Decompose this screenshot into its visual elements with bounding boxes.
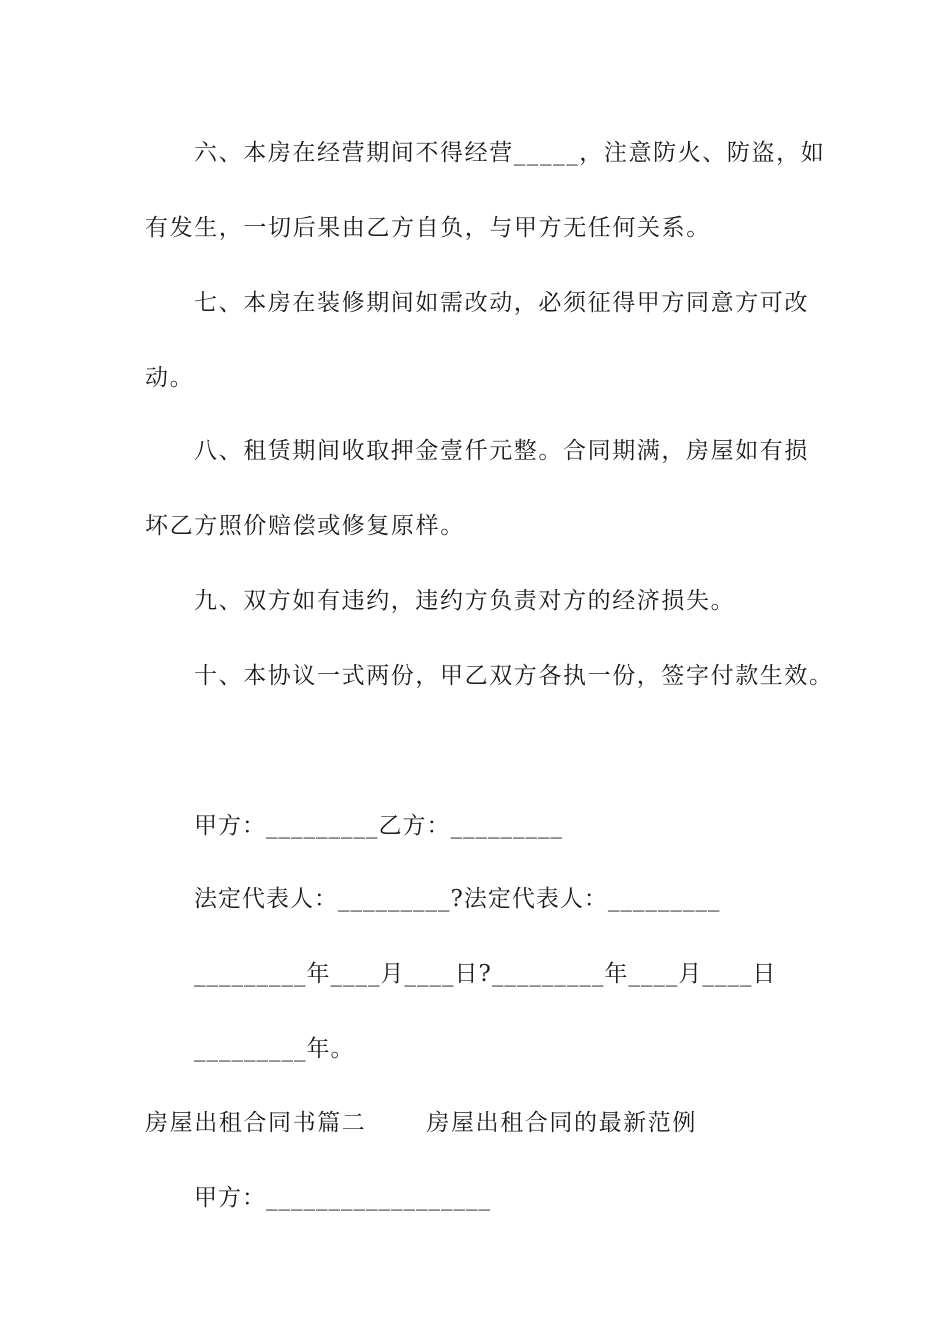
party-a-field: 甲方：__________________ <box>194 1185 491 1211</box>
signature-dates: _________年____月____日?_________年____月____日 <box>194 961 777 987</box>
clause-6-line-2: 有发生，一切后果由乙方自负，与甲方无任何关系。 <box>145 215 711 241</box>
clause-7-line-1: 七、本房在装修期间如需改动，必须征得甲方同意方可改 <box>194 290 809 316</box>
clause-8-line-1: 八、租赁期间收取押金壹仟元整。合同期满，房屋如有损 <box>194 438 809 464</box>
signature-year: _________年。 <box>194 1036 355 1062</box>
clause-7-line-2: 动。 <box>145 365 195 391</box>
signature-parties: 甲方：_________乙方：_________ <box>194 813 563 839</box>
section-subtitle: 房屋出租合同的最新范例 <box>426 1110 698 1136</box>
section-heading <box>145 1108 815 1138</box>
section-title: 房屋出租合同书篇二 <box>145 1110 367 1136</box>
signature-representatives: 法定代表人：_________?法定代表人：_________ <box>194 886 721 912</box>
clause-8-line-2: 坏乙方照价赔偿或修复原样。 <box>145 513 465 539</box>
clause-6-line-1: 六、本房在经营期间不得经营_____，注意防火、防盗，如 <box>194 140 826 166</box>
clause-10: 十、本协议一式两份，甲乙双方各执一份，签字付款生效。 <box>194 663 834 689</box>
clause-9: 九、双方如有违约，违约方负责对方的经济损失。 <box>194 588 736 614</box>
